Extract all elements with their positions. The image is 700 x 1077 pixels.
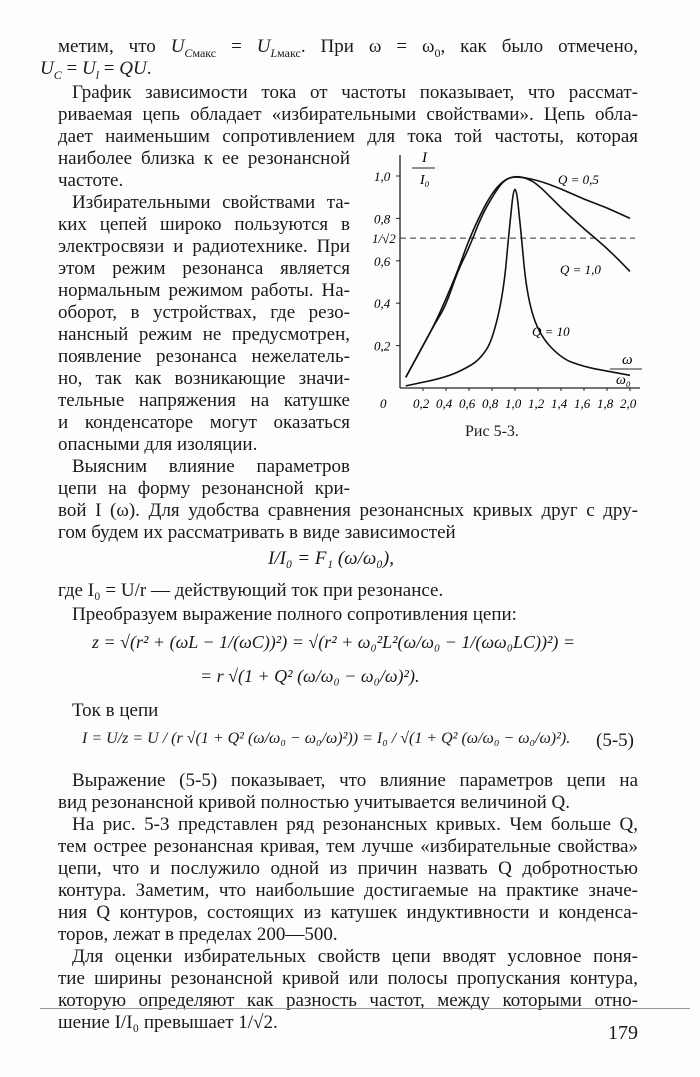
text-line: частоте.: [58, 170, 124, 191]
text-line: появление резонанса нежелатель-: [58, 346, 350, 367]
x-tick-label: 0,2: [413, 396, 430, 411]
reference-level-label: 1/√2: [372, 231, 396, 247]
text-line: метим, что $U_{Cмакс} = U_{Lмакс}$. При $\omega = \omega_0$, как было отмечено,: [58, 36, 639, 60]
curve-label-q05: Q = 0,5: [558, 172, 599, 187]
x-tick-label: 1,0: [505, 396, 522, 411]
y-axis-label-top: I: [422, 150, 427, 166]
text-line: оборот, в устройствах, где резо-: [58, 302, 350, 323]
text-line: тие ширины резонансной кривой или полосы пропускания контура,: [58, 968, 638, 989]
equation-impedance-2: = r √(1 + Q² (ω/ω₀ − ω₀/ω)²).: [200, 666, 420, 686]
text-line: ких цепей широко пользуются в: [58, 214, 350, 235]
text-line: гом будем их рассматривать в виде зависимостей: [58, 522, 456, 543]
text-line: где I₀ = U/r — действующий ток при резонансе.: [58, 580, 444, 601]
text-line: тем острее резонансная кривая, тем лучше «избирательные свойства»: [58, 836, 638, 857]
x-tick-label: 0,4: [436, 396, 453, 411]
text-line: На рис. 5-3 представлен ряд резонансных кривых. Чем больше Q,: [72, 814, 638, 835]
text-line: и конденсаторе могут оказаться: [58, 412, 350, 433]
text-line: наиболее близка к ее резонансной: [58, 148, 350, 169]
y-axis-label-bottom: I₀: [420, 173, 430, 188]
x-tick-label: 2,0: [620, 396, 637, 411]
text-line: $U_C = U_l$ = QU.: [40, 58, 152, 82]
x-tick-label: 0,6: [459, 396, 476, 411]
text-line: торов, лежат в пределах 200—500.: [58, 924, 338, 945]
text-line: Преобразуем выражение полного сопротивления цепи:: [72, 604, 517, 625]
resonance-chart: [360, 140, 660, 420]
x-axis-label-top: ω: [622, 352, 633, 368]
text-line: которую определяют как разность частот, между которыми отно-: [58, 990, 638, 1011]
text-line: опасными для изоляции.: [58, 434, 258, 455]
y-tick-label: 0,4: [374, 296, 391, 312]
chart-axes: [400, 155, 640, 388]
text-line: нормальным режимом работы. На-: [58, 280, 350, 301]
page-number: 179: [608, 1022, 638, 1044]
text-line: контура. Заметим, что наибольшие достигаемые на практике значе-: [58, 880, 638, 901]
text-line: но, так как возникающие значи-: [58, 368, 350, 389]
y-tick-label: 1,0: [374, 169, 391, 184]
y-tick-label: 0,8: [374, 211, 391, 227]
text-line: дает наименьшим сопротивлением для тока той частоты, которая: [58, 126, 638, 147]
text-line: Для оценки избирательных свойств цепи вводят условное поня-: [72, 946, 638, 967]
text-line: Выясним влияние параметров: [72, 456, 350, 477]
equation-impedance: z = √(r² + (ωL − 1/(ωC))²) = √(r² + ω₀²L²(ω/ω₀ − 1/(ωω₀LC))²) =: [92, 632, 576, 652]
x-axis-label-bottom: ω₀: [616, 373, 631, 388]
text-line: электросвязи и радиотехнике. При: [58, 236, 350, 257]
text-line: тельные напряжения на катушке: [58, 390, 350, 411]
text-line: График зависимости тока от частоты показывает, что рассмат-: [72, 82, 638, 103]
curve-label-q10: Q = 10: [532, 324, 570, 339]
bottom-rule: [40, 1008, 690, 1009]
text-line: вой I (ω). Для удобства сравнения резонансных кривых друг с дру-: [58, 500, 638, 521]
y-tick-label: 0,2: [374, 338, 391, 354]
text-line: цепи на форму резонансной кри-: [58, 478, 350, 499]
text-line: цепи, что и послужило одной из причин назвать Q добротностью: [58, 858, 638, 879]
x-tick-label: 0,8: [482, 396, 499, 411]
figure-caption: Рис 5-3.: [465, 423, 519, 440]
text-line: ния Q контуров, состоящих из катушек индуктивности и конденса-: [58, 902, 638, 923]
text-line: вид резонансной кривой полностью учитывается величиной Q.: [58, 792, 571, 813]
x-tick-label: 1,8: [597, 396, 614, 411]
curve-label-q1: Q = 1,0: [560, 262, 601, 277]
formula-ratio: I/I₀ = F₁ (ω/ω₀),: [268, 548, 394, 569]
x-tick-label: 1,6: [574, 396, 591, 411]
x-tick-label: 1,2: [528, 396, 545, 411]
text-line: этом режим резонанса является: [58, 258, 350, 279]
x-tick-label: 0: [380, 396, 387, 411]
equation-number: (5-5): [596, 730, 634, 751]
text-line: Избирательными свойствами та-: [72, 192, 350, 213]
y-tick-label: 0,6: [374, 253, 391, 269]
text-line: Ток в цепи: [72, 700, 159, 721]
text-line: Выражение (5-5) показывает, что влияние параметров цепи на: [72, 770, 638, 791]
text-line: риваемая цепь обладает «избирательными свойствами». Цепь обла-: [58, 104, 638, 125]
equation-current: I = U/z = U / (r √(1 + Q² (ω/ω₀ − ω₀/ω)²)) = I₀ / √(1 + Q² (ω/ω₀ − ω₀/ω)²).: [82, 730, 571, 747]
text-line: шение I/I₀ превышает 1/√2.: [58, 1012, 278, 1033]
curve-q10: [406, 189, 630, 386]
x-tick-label: 1,4: [551, 396, 568, 411]
text-line: нансный режим не предусмотрен,: [58, 324, 350, 345]
